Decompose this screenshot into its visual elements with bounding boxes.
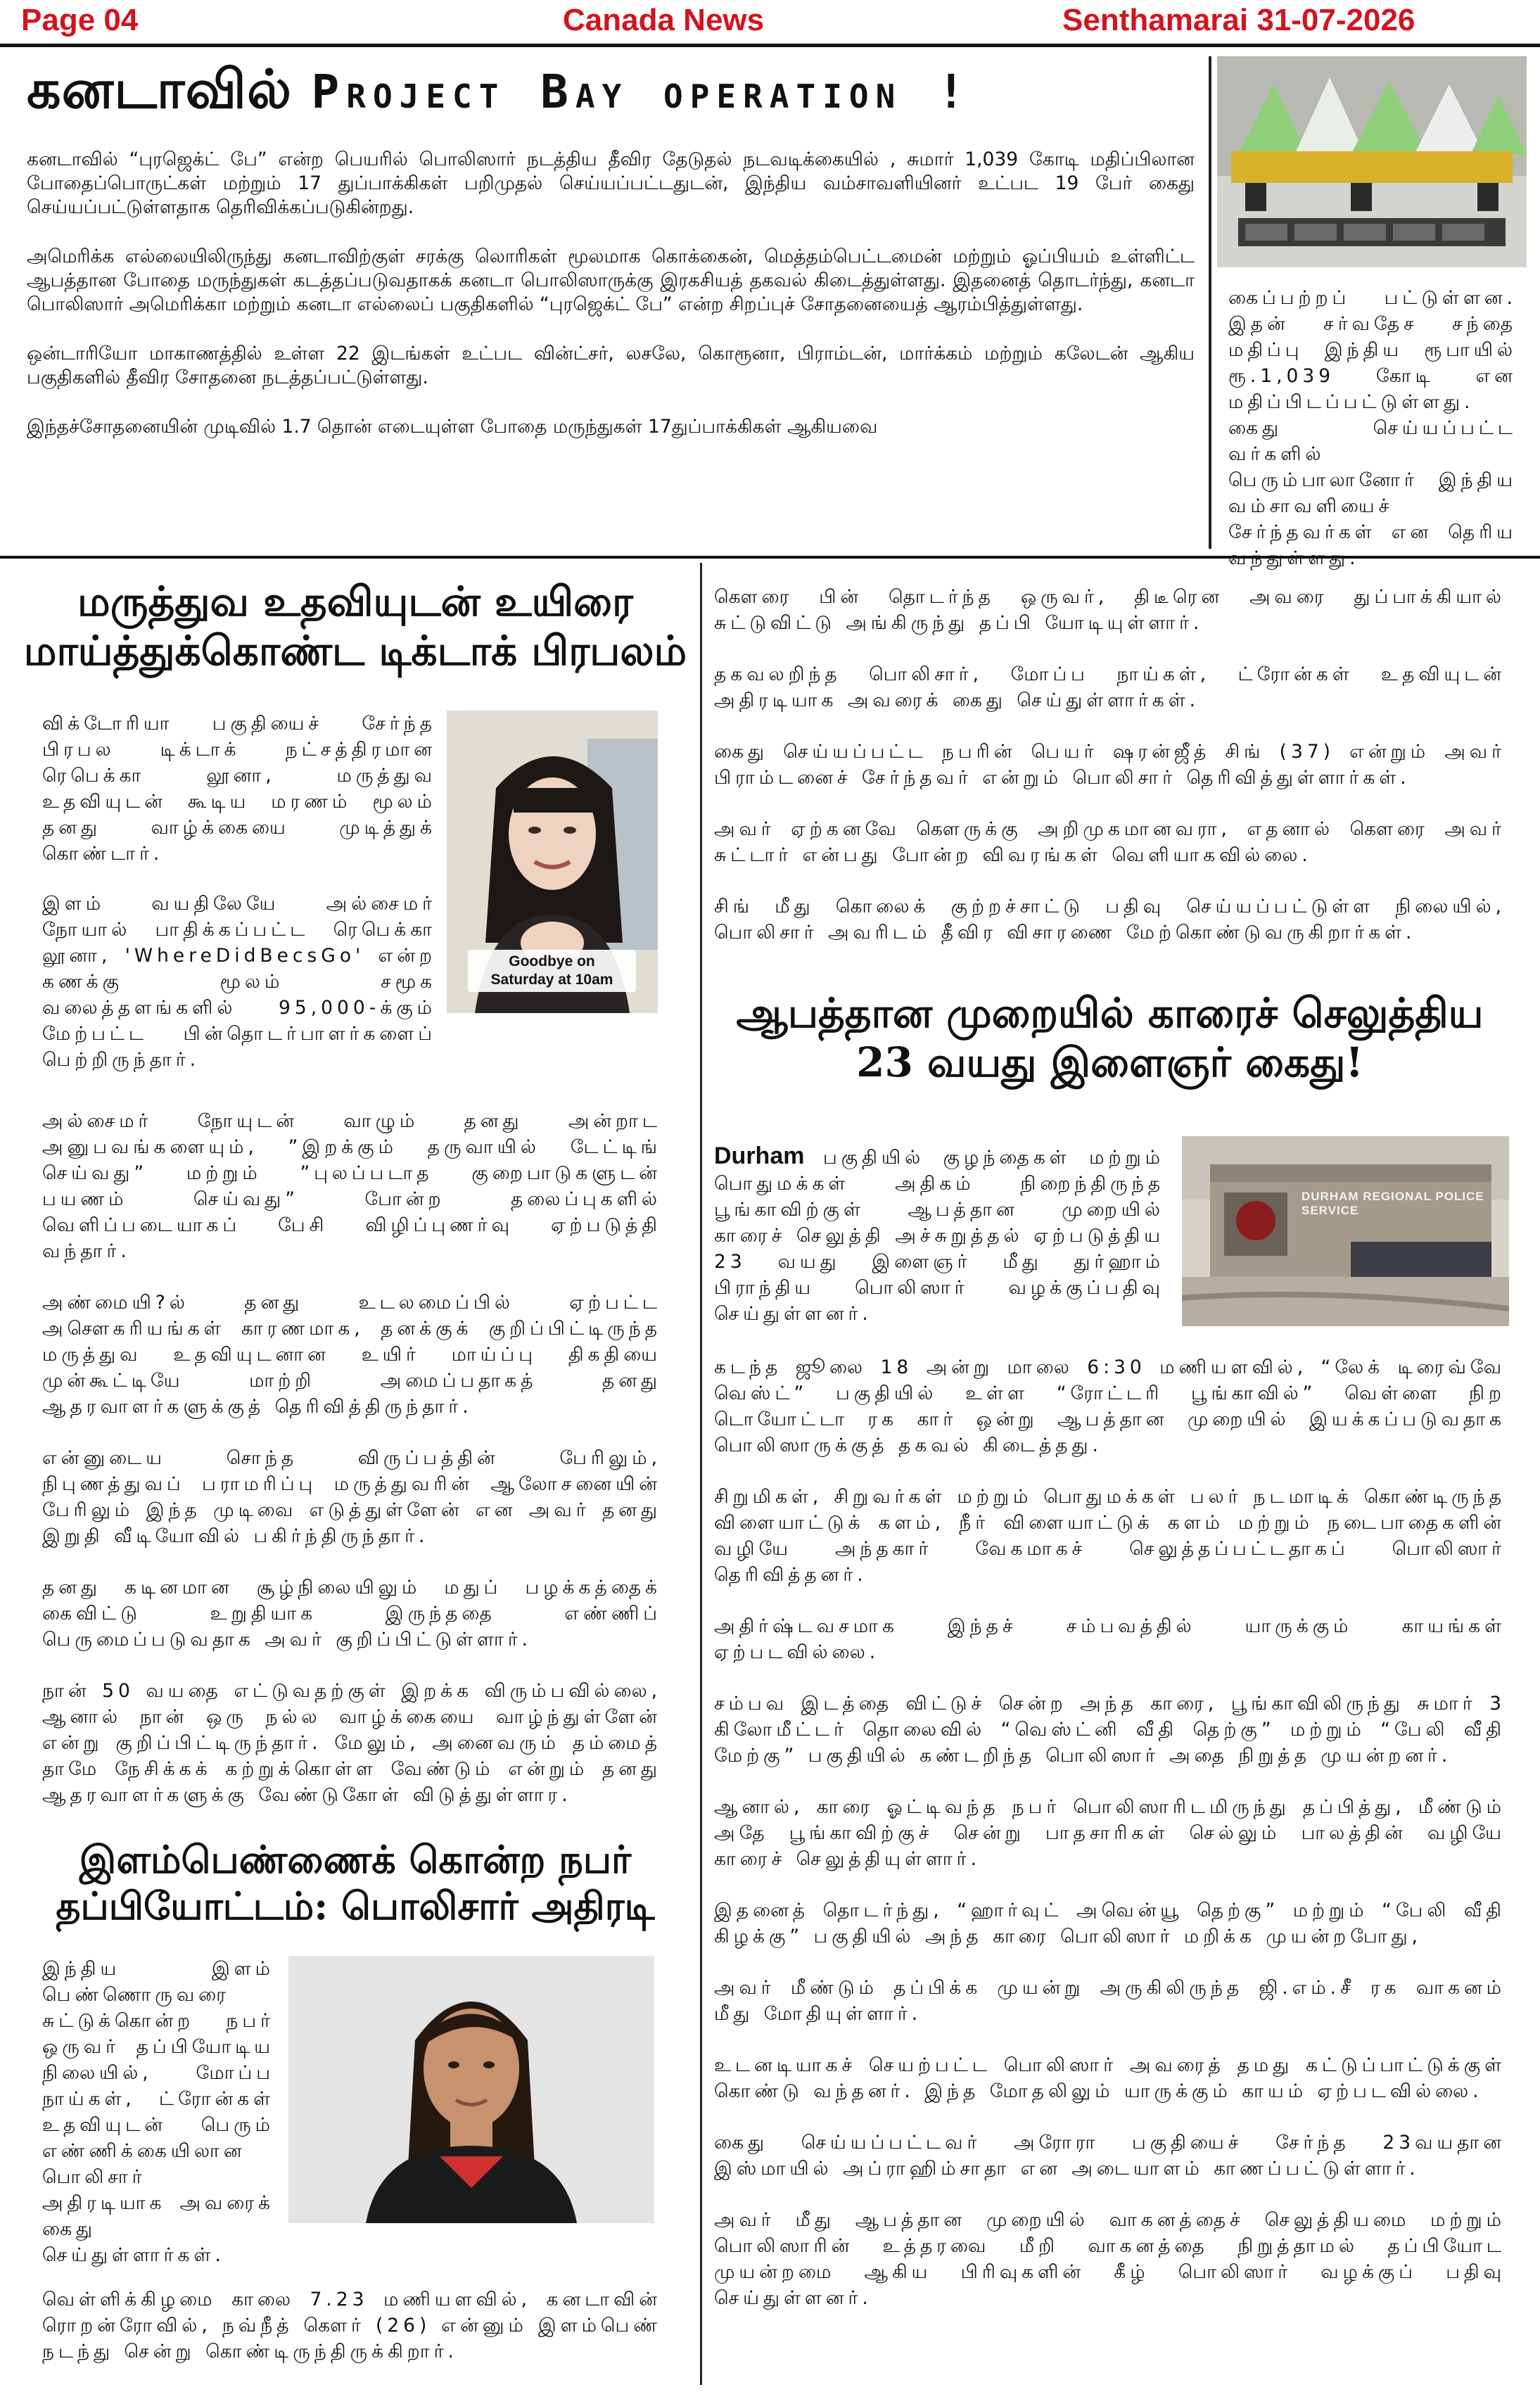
page-number: Page 04 [21, 3, 139, 37]
article4-wrap-para [714, 1143, 1164, 1327]
article1-side-text: கைப்பற்றப் பட்டுள்ளன. இதன் சர்வதேச சந்தை மதிப்பு இந்திய ரூபாயில் ரூ.1,039 கோடி என மதிப்பிடப்பட்டுள்ளது. கைது செய்யப்பட்ட வர்களில் பெரும்பாலானோர் இந்திய வம்சாவளியைச் சேர்ந்தவர்கள் என தெரிய [1228, 287, 1517, 543]
article1-para-3: ஒன்டாரியோ மாகாணத்தில் உள்ள 22 இடங்கள் உட்பட வின்ட்சர், லசலே, கொரூனா, பிராம்டன், மார்க்கம் மற்றும் கலேடன் ஆகிய பகுதிகளில் தீவிர சோதனை நடத்தப்பட்டுள்ளது. [27, 343, 1195, 388]
article4-para-3: அதிர்ஷ்டவசமாக இந்தச் சம்பவத்தில் யாருக்கும் காயங்கள் ஏற்படவில்லை. [714, 1615, 1506, 1663]
article3-cont-para-4: அவர் ஏற்கனவே கௌருக்கு அறிமுகமானவரா, எதனால் கௌரை அவர் சுட்டார் என்பது போன்ற விவரங்கள் வெளியாகவில்லை. [714, 818, 1506, 866]
seizure-photo-art [1217, 56, 1527, 267]
article4-body [714, 1354, 1506, 2311]
column-divider [700, 563, 702, 2385]
article2-body [42, 1108, 661, 1808]
article2-photo [447, 711, 658, 1013]
article3-cont-para-2: தகவலறிந்த பொலிசார், மோப்ப நாய்கள், ட்ரோன்கள் உதவியுடன் அதிரடியாக அவரைக் கைது செய்துள்ளார்கள். [714, 663, 1506, 711]
article1-para-2: அமெரிக்க எல்லையிலிருந்து கனடாவிற்குள் சரக்கு லொரிகள் மூலமாக கொக்கைன், மெத்தம்பெட்டமைன் மற்றும் ஓப்பியம் உள்ளிட்ட ஆபத்தான போதை மருந்துகள் கடத்தப்படுவதாகக் கனடா பொலிஸாருக்கு இரகசியத் தகவல் கிடைத்துள்ளது. இதனைத் தொடர்ந்து, கனடா பொலிஸார் அமெரிக்கா மற்றும் கனடா எல்லைப் பகுதிகளில் “புரஜெக்ட் பே” என்ற சிறப்புச் சோதனையைத் ஆரம்பித்துள்ளது. [27, 246, 1195, 315]
article2-para-3: என்னுடைய சொந்த விருப்பத்தின் பேரிலும், நிபுணத்துவப் பராமரிப்பு மருத்துவரின் ஆலோசனையின் பேரிலும் இந்த முடிவை எடுத்துள்ளேன் என அவர் தனது இறுதி வீடியோவில் பகிர்ந்திருந்தார். [42, 1447, 661, 1547]
paper-date: Senthamarai 31-07-2026 [1062, 3, 1415, 37]
article4-para-4: சம்பவ இடத்தை விட்டுச் சென்ற அந்த காரை, பூங்காவிலிருந்து சுமார் 3 கிலோமீட்டர் தொலைவில் “வெஸ்ட்னி வீதி தெற்கு” மற்றும் “பேலி வீதி மேற்கு” பகுதியில் கண்டறிந்த பொலிஸார் அதை நிறுத்த முயன்றனர். [714, 1693, 1506, 1767]
section-rule-1 [0, 556, 1540, 559]
header-rule [0, 44, 1540, 47]
article1-photo [1217, 56, 1527, 267]
article1-title-latin: Project Bay operation ! [311, 65, 972, 119]
article1-para-4: இந்தச்சோதனையின் முடிவில் 1.7 தொன் எடையுள்ள போதை மருந்துகள் 17துப்பாக்கிகள் ஆகியவை [27, 416, 878, 438]
article2-title: மருத்துவ உதவியுடன் உயிரை மாய்த்துக்கொண்ட டிக்டாக் பிரபலம் [23, 578, 687, 675]
police-sign-text: DURHAM REGIONAL POLICE SERVICE [1302, 1190, 1484, 1217]
article1-para-1: கனடாவில் “புரஜெக்ட் பே” என்ற பெயரில் பொலிஸார் நடத்திய தீவிர தேடுதல் நடவடிக்கையில் , சுமார் 1,039 கோடி மதிப்பிலான போதைப்பொருட்கள் மற்றும் 17 துப்பாக்கிகள் பறிமுதல் செய்யப்பட்டதுடன், இந்திய வம்சாவளியினர் உட்பட 19 பேர் கைது செய்யப்பட்டுள்ளதாக தெரிவிக்கப்படுகின்றது. [27, 148, 1195, 218]
article4-para-9: கைது செய்யப்பட்டவர் அரோரா பகுதியைச் சேர்ந்த 23வயதான இஸ்மாயில் அப்ராஹிம்சாதா என அடையாளம் காணப்பட்டுள்ளார். [714, 2132, 1506, 2180]
article2-wrap-para-1: விக்டோரியா பகுதியைச் சேர்ந்த பிரபல டிக்டாக் நட்சத்திரமான ரெபெக்கா லூனா, மருத்துவ உதவியுடன் கூடிய மரணம் மூலம் தனது வாழ்க்கையை முடித்துக் கொண்டார். [42, 713, 436, 865]
article2-photo-caption: Goodbye on Saturday at 10am [468, 950, 636, 992]
article1-title-tamil: கனடாவில் [27, 58, 293, 120]
article3 [21, 1836, 689, 1929]
article3-wrap-para: இந்திய இளம் பெண்ணொருவரை சுட்டுக்கொன்ற நபர் ஒருவர் தப்பியோடிய நிலையில், மோப்ப நாய்கள், ட்ரோன்கள் உதவியுடன் பெரும் எண்ணிக்கையிலான பொலிசார் அதிரடியாக அவரைக் கைது செய்துள்ளார்கள். [42, 1958, 274, 2266]
article4-para-6: இதனைத் தொடர்ந்து, “ஹார்வுட் அவென்யூ தெற்கு” மற்றும் “பேலி வீதி கிழக்கு” பகுதியில் அந்த காரை பொலிஸார் மறிக்க முயன்றபோது, [714, 1900, 1506, 1947]
article3-title: இளம்பெண்ணைக் கொன்ற நபர் தப்பியோட்டம்: பொலிசார் அதிரடி [56, 1837, 655, 1928]
article1-title [27, 58, 972, 128]
article1-body [27, 148, 1195, 439]
article2 [21, 577, 689, 675]
article4-photo [1182, 1136, 1509, 1326]
article4-para-7: அவர் மீண்டும் தப்பிக்க முயன்று அருகிலிருந்த ஜி.எம்.சீ ரக வாகனம் மீது மோதியுள்ளார். [714, 1977, 1506, 2025]
article3-photo [288, 1956, 654, 2223]
article4-lead: Durham [714, 1143, 805, 1169]
article4-para-10: அவர் மீது ஆபத்தான முறையில் வாகனத்தைச் செலுத்தியமை மற்றும் பொலிஸாரின் உத்தரவை மீறி வாகனத்தை நிறுத்தாமல் தப்பியோட முயன்றமை ஆகிய பிரிவுகளின் கீழ் பொலிஸார் வழக்குப் பதிவு செய்துள்ளனர். [714, 2209, 1506, 2309]
article2-para-5: நான் 50 வயதை எட்டுவதற்குள் இறக்க விரும்பவில்லை, ஆனால் நான் ஒரு நல்ல வாழ்க்கையை வாழ்ந்துள்ளேன் என்று குறிப்பிட்டிருந்தார். மேலும், அனைவரும் தம்மைத் தாமே நேசிக்கக் கற்றுக்கொள்ள வேண்டும் என்றும் தனது ஆதரவாளர்களுக்கு வேண்டுகோள் விடுத்துள்ளார. [42, 1680, 661, 1806]
article1-side-divider [1209, 56, 1211, 549]
police-building-art [1182, 1136, 1509, 1326]
article4-para-2: சிறுமிகள், சிறுவர்கள் மற்றும் பொதுமக்கள் பலர் நடமாடிக் கொண்டிருந்த விளையாட்டுக் களம், நீர் விளையாட்டுக் களம் மற்றும் நடைபாதைகளின் வழியே அந்தகார் வேகமாகச் செலுத்தப்பட்டதாகப் பொலிஸார் தெரிவித்தனர். [714, 1486, 1506, 1586]
section-name: Canada News [563, 3, 765, 37]
article2-para-1: அல்சைமர் நோயுடன் வாழும் தனது அன்றாட அனுபவங்களையும், ”இறக்கும் தருவாயில் டேட்டிங் செய்வது” மற்றும் ”புலப்படாத குறைபாடுகளுடன் பயணம் செய்வது” போன்ற தலைப்புகளில் வெளிப்படையாகப் பேசி விழிப்புணர்வு ஏற்படுத்தி வந்தார். [42, 1110, 661, 1262]
article3-cont-para-1: கௌரை பின் தொடர்ந்த ஒருவர், திடீரென அவரை துப்பாக்கியால் சுட்டுவிட்டு அங்கிருந்து தப்பி யோடியுள்ளார். [714, 586, 1506, 634]
portrait-photo-art [288, 1956, 654, 2223]
article4-para-5: ஆனால், காரை ஓட்டிவந்த நபர் பொலிஸாரிடமிருந்து தப்பித்து, மீண்டும் அதே பூங்காவிற்குச் சென்று பாதசாரிகள் செல்லும் பாலத்தின் வழியே காரைச் செலுத்தியுள்ளார். [714, 1796, 1506, 1870]
article3-continued [714, 584, 1506, 946]
article2-para-4: தனது கடினமான சூழ்நிலையிலும் மதுப் பழக்கத்தைக் கைவிட்டு உறுதியாக இருந்ததை எண்ணிப் பெருமைப்படுவதாக அவர் குறிப்பிட்டுள்ளார். [42, 1577, 661, 1650]
article2-para-2: அண்மையி?ல் தனது உடலமைப்பில் ஏற்பட்ட அசௌகரியங்கள் காரணமாக, தனக்குக் குறிப்பிட்டிருந்த மருத்துவ உதவியுடனான உயிர் மாய்ப்பு திகதியை முன்கூட்டியே மாற்றி அமைப்பதாகத் தனது ஆதரவாளர்களுக்குத் தெரிவித்திருந்தார். [42, 1292, 661, 1418]
article2-wrap-para-2: இளம் வயதிலேயே அல்சைமர் நோயால் பாதிக்கப்பட்ட ரெபெக்கா லூனா, 'WhereDidBecsGo' என்ற கணக்கு மூலம் சமூக வலைத்தளங்களில் 95,000-க்கும் மேற்பட்ட பின்தொடர்பாளர்களைப் பெற்றிருந்தார். [42, 893, 436, 1071]
article3-cont-para-3: கைது செய்யப்பட்ட நபரின் பெயர் ஷரன்ஜீத் சிங் (37) என்றும் அவர் பிராம்டனைச் சேர்ந்தவர் என்றும் பொலிசார் தெரிவித்துள்ளார்கள். [714, 741, 1506, 789]
article4-para-8: உடனடியாகச் செயற்பட்ட பொலிஸார் அவரைத் தமது கட்டுப்பாட்டுக்குள் கொண்டு வந்தனர். இந்த மோதலிலும் யாருக்கும் காயம் ஏற்படவில்லை. [714, 2054, 1506, 2102]
article4 [714, 988, 1506, 1087]
article4-wrap-text: பகுதியில் குழந்தைகள் மற்றும் பொதுமக்கள் அதிகம் நிறைந்திருந்த பூங்காவிற்குள் ஆபத்தான முறையில் காரைச் செலுத்தி அச்சுறுத்தல் ஏற்படுத்திய 23 வயது இளைஞர் மீது துர்ஹாம் பிராந்திய பொலிஸார் வழக்குப்பதிவு செய்துள்ளனர். [714, 1147, 1164, 1325]
article3-para: வெள்ளிக்கிழமை காலை 7.23 மணியளவில், கனடாவின் ரொறன்ரோவில், நவ்நீத் கௌர் (26) என்னும் இளம்பெண் நடந்து சென்று கொண்டிருந்திருக்கிறார். [42, 2289, 661, 2362]
article3-cont-para-5: சிங் மீது கொலைக் குற்றச்சாட்டு பதிவு செய்யப்பட்டுள்ள நிலையில், பொலிசார் அவரிடம் தீவிர விசாரணை மேற்கொண்டுவருகிறார்கள். [714, 896, 1506, 943]
article2-wrap-body [42, 711, 436, 1073]
article4-title: ஆபத்தான முறையில் காரைச் செலுத்திய 23 வயது இளைஞர் கைது! [736, 989, 1484, 1086]
article4-para-1: கடந்த ஜூலை 18 அன்று மாலை 6:30 மணியளவில், “லேக் டிரைவ்வே வெஸ்ட்” பகுதியில் உள்ள “ரோட்டரி பூங்காவில்” வெள்ளை நிற டொயோட்டா ரக கார் ஒன்று ஆபத்தான முறையில் இயக்கப்படுவதாக பொலிஸாருக்குத் தகவல் கிடைத்தது. [714, 1356, 1506, 1456]
